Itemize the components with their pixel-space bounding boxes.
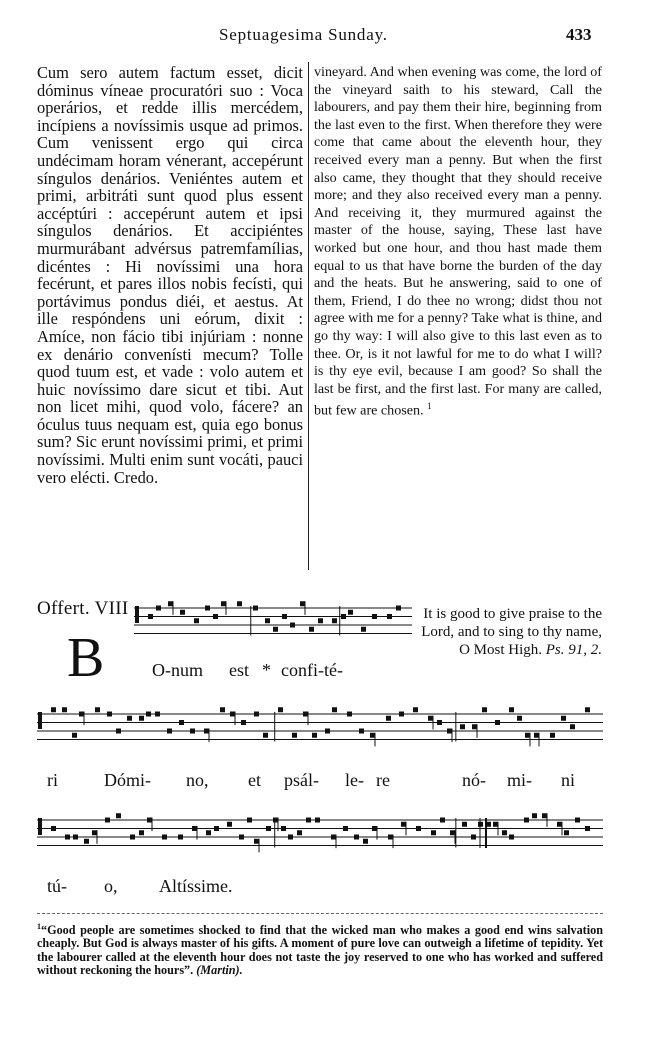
neume xyxy=(297,830,302,835)
clef-mark xyxy=(38,712,42,729)
chant-syllable: ni xyxy=(561,770,576,790)
neume xyxy=(570,724,575,729)
neume xyxy=(288,835,293,840)
neume xyxy=(312,733,317,738)
neume xyxy=(550,733,555,738)
neume xyxy=(372,614,377,619)
english-gospel-column xyxy=(314,64,602,421)
neume xyxy=(221,601,226,606)
chant-syllable: Altíssime. xyxy=(159,876,233,896)
footnote-separator xyxy=(37,913,603,914)
neume xyxy=(303,712,308,717)
neume xyxy=(462,822,467,827)
neume xyxy=(509,835,514,840)
chant-syllable: ri xyxy=(47,770,58,790)
neume xyxy=(237,601,242,606)
neume xyxy=(564,830,569,835)
neume xyxy=(204,729,209,734)
neume xyxy=(51,826,56,831)
neume xyxy=(332,707,337,712)
neume xyxy=(227,822,232,827)
neume xyxy=(460,724,465,729)
neume xyxy=(309,627,314,632)
neume xyxy=(253,606,258,611)
chant-syllable: et xyxy=(248,770,261,790)
neume xyxy=(388,835,393,840)
chant-syllable: tú- xyxy=(47,876,67,896)
neume xyxy=(290,623,295,628)
neume xyxy=(241,720,246,725)
neume xyxy=(179,720,184,725)
offertory-translation-text: It is good to give praise to the Lord, and to sing to thy name, O Most High. xyxy=(421,606,602,658)
english-gospel-text: vineyard. And when evening was come, the lord of the vineyard saith to his steward, Call the labourers, and pay them their hire, beginning from the last even to the first. When therefore they were come that came about the eleventh hour, they received every man a penny. But when the first also came, they thought that they should receive more; and they also received every man a penny. And receiving it, they murmured against the master of the house, saying, These last have worked but one hour, and thou hast made them equal to us that have borne the burden of the day and the heats. But he answering, said to one of them, Friend, I do thee no wrong; didst thou not agree with me for a penny? Take what is thine, and go thy way: I will also give to this last even as to thee. Or, is it not lawful for me to do what I will? is thy eye evil, because I am good? So shall the last be first, and the first last. For many are called, but few are chosen. xyxy=(314,64,602,419)
neume xyxy=(239,835,244,840)
neume xyxy=(254,839,259,844)
neume xyxy=(220,707,225,712)
neume xyxy=(370,733,375,738)
latin-gospel-column xyxy=(37,64,303,486)
page-number: 433 xyxy=(566,25,592,44)
neume xyxy=(493,822,498,827)
neume xyxy=(180,610,185,615)
neume xyxy=(325,729,330,734)
neume xyxy=(416,826,421,831)
neume xyxy=(230,712,235,717)
footnote-citation: (Martin). xyxy=(196,963,243,978)
neume xyxy=(155,712,160,717)
neume xyxy=(482,707,487,712)
neume xyxy=(116,729,121,734)
chant-syllable: no, xyxy=(186,770,209,790)
neume xyxy=(557,822,562,827)
chant-syllable: psál- xyxy=(284,770,319,790)
neume xyxy=(472,724,477,729)
neume xyxy=(146,712,151,717)
neume xyxy=(205,606,210,611)
neume xyxy=(79,712,84,717)
neume xyxy=(105,818,110,823)
neume xyxy=(331,835,336,840)
chant-syllable: confi-té- xyxy=(281,660,343,680)
neume xyxy=(263,733,268,738)
offertory-label: Offert. VIII xyxy=(37,598,129,619)
neume xyxy=(532,813,537,818)
neume xyxy=(561,716,566,721)
chant-syllable: re xyxy=(376,770,390,790)
neume xyxy=(51,707,56,712)
neume xyxy=(168,601,173,606)
neume xyxy=(542,813,547,818)
neume xyxy=(95,707,100,712)
neume xyxy=(162,835,167,840)
neume xyxy=(139,830,144,835)
neume xyxy=(156,606,161,611)
neume xyxy=(363,839,368,844)
neume xyxy=(178,835,183,840)
neume xyxy=(495,720,500,725)
neume xyxy=(318,618,323,623)
neume xyxy=(437,720,442,725)
neume xyxy=(447,729,452,734)
chant-syllable: nó- xyxy=(462,770,486,790)
footnote-text: “Good people are sometimes shocked to find that the wicked man who makes a good end wins salvation cheaply. But God is always master of his gifts. A moment of pure love can outweigh a lifetime of tepidity. Yet the labourer called at the eleventh hour does not taste the joy reserved to one who has worked and suffered without reckoning the hours”. xyxy=(37,923,603,978)
footnote-reference-marker: 1 xyxy=(427,401,432,412)
neume xyxy=(450,830,455,835)
neume xyxy=(341,614,346,619)
neume xyxy=(65,835,70,840)
neume xyxy=(431,830,436,835)
neume xyxy=(73,835,78,840)
chant-syllable: est xyxy=(229,660,249,680)
neume xyxy=(92,830,97,835)
neume xyxy=(509,707,514,712)
neume xyxy=(130,835,135,840)
neume xyxy=(192,826,197,831)
neume xyxy=(147,818,152,823)
offertory-translation xyxy=(420,605,602,659)
neume xyxy=(348,610,353,615)
neume xyxy=(148,614,153,619)
neume xyxy=(585,707,590,712)
neume xyxy=(524,818,529,823)
neume xyxy=(517,716,522,721)
neume xyxy=(386,716,391,721)
neume xyxy=(399,712,404,717)
neume xyxy=(387,614,392,619)
neume xyxy=(332,618,337,623)
neume xyxy=(247,818,252,823)
neume xyxy=(116,813,121,818)
initial-capital: B xyxy=(67,627,105,689)
neume xyxy=(396,606,401,611)
neume xyxy=(525,733,530,738)
neume xyxy=(585,826,590,831)
neume xyxy=(575,818,580,823)
running-title: Septuagesima Sunday. xyxy=(219,25,388,44)
chant-syllable: O-num xyxy=(152,660,203,680)
neume xyxy=(281,826,286,831)
neume xyxy=(266,826,271,831)
neume xyxy=(359,729,364,734)
psalm-reference: Ps. 91, 2. xyxy=(545,642,602,658)
neume xyxy=(306,818,311,823)
neume xyxy=(265,618,270,623)
chant-syllable: o, xyxy=(104,876,118,896)
chant-syllable: le- xyxy=(345,770,364,790)
neume xyxy=(282,614,287,619)
chant-syllable: mi- xyxy=(507,770,532,790)
neume xyxy=(273,818,278,823)
neume xyxy=(315,818,320,823)
footnote-marker: 1 xyxy=(37,922,41,931)
neume xyxy=(190,729,195,734)
neume xyxy=(354,835,359,840)
neume xyxy=(347,712,352,717)
neume xyxy=(300,601,305,606)
neume xyxy=(292,733,297,738)
footnote xyxy=(37,920,603,978)
latin-gospel-text: Cum sero autem factum esset, dicit dóminus víneae procuratóri suo : Voca operários, et redde illis mercédem, incípiens a novíssimis usque ad primos. Cum venissent ergo qui circa undécimam horam vénerant, accepérunt síngulos denários. Veniéntes autem et primi, arbitráti sunt quod plus essent accéptúri : accepérunt autem et ipsi síngulos denários. Et accipiéntes murmurábant advérsus patremfamílias, dicéntes : Hi novíssimi una hora fecérunt, et pares illos nobis fecísti, qui portávimus pondus diéi, et aestus. At ille respóndens uni eórum, dixit : Amíce, non fácio tibi injúriam : nonne ex denário convenísti mecum? Tolle quod tuum est, et vade : volo autem et huic novíssimo dare sicut et tibi. Aut non licet mihi, quod volo, fácere? an óculus tuus nequam est, quia ego bonus sum? Sic erunt novíssimi primi, et primi novíssimi. Multi enim sunt vocáti, pauci vero elécti. Credo. xyxy=(37,63,303,487)
neume xyxy=(62,707,67,712)
neume xyxy=(534,733,539,738)
neume xyxy=(214,826,219,831)
neume xyxy=(413,707,418,712)
neume xyxy=(254,712,259,717)
english-gospel-paragraph xyxy=(314,64,602,421)
neume xyxy=(84,839,89,844)
neume xyxy=(127,716,132,721)
clef-mark xyxy=(38,818,42,835)
neume xyxy=(194,618,199,623)
neume xyxy=(343,826,348,831)
running-header xyxy=(0,25,663,49)
chant-syllable: * xyxy=(262,660,271,680)
neume xyxy=(72,733,77,738)
clef-mark xyxy=(135,606,139,623)
neume xyxy=(361,627,366,632)
neume xyxy=(206,830,211,835)
neume xyxy=(440,818,445,823)
neume xyxy=(428,716,433,721)
neume xyxy=(372,826,377,831)
neume xyxy=(471,835,476,840)
neume xyxy=(107,712,112,717)
column-divider xyxy=(308,62,309,570)
offertory-chant xyxy=(0,590,663,910)
neume xyxy=(213,614,218,619)
neume xyxy=(139,716,144,721)
neume xyxy=(273,627,278,632)
neume xyxy=(502,830,507,835)
neume xyxy=(278,707,283,712)
chant-syllable: Dómi- xyxy=(104,770,151,790)
neume xyxy=(401,822,406,827)
neume xyxy=(167,729,172,734)
